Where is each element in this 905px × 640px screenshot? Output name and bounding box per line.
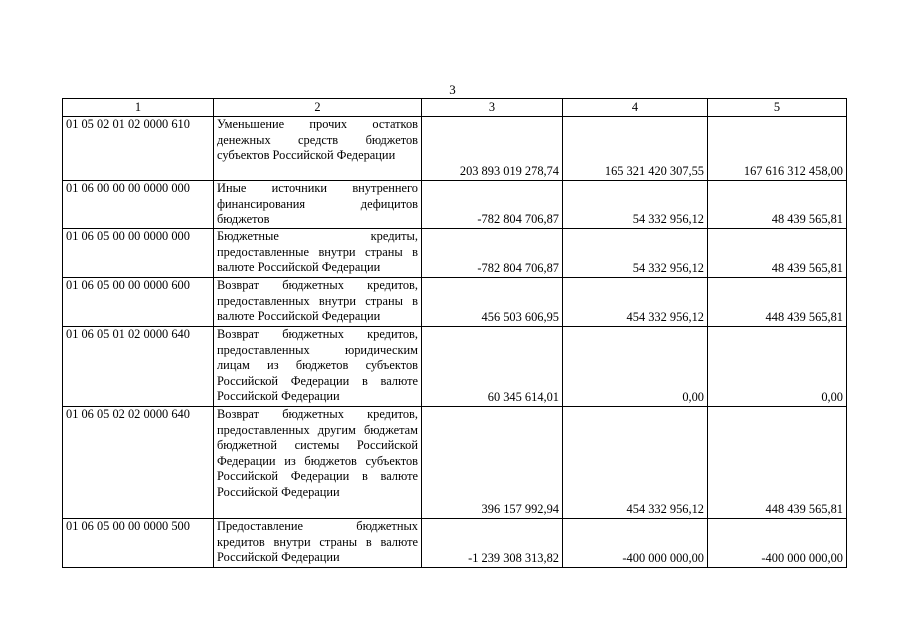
- amount-col5-cell: 0,00: [708, 327, 847, 407]
- item-name-cell: Возврат бюджетных кредитов, предоставленных юридическим лицам из бюджетов субъектов Российской Федерации в валюте Российской Федерации: [214, 327, 422, 407]
- item-name-cell: Возврат бюджетных кредитов, предоставленных внутри страны в валюте Российской Федерации: [214, 278, 422, 327]
- amount-col3-cell: -782 804 706,87: [422, 181, 563, 229]
- table-row: [63, 519, 847, 568]
- item-name-cell: Иные источники внутреннего финансирования дефицитов бюджетов: [214, 181, 422, 229]
- column-header-4: 4: [563, 99, 708, 117]
- table-row: [63, 181, 847, 229]
- budget-sources-table: [62, 98, 847, 568]
- amount-col5-cell: -400 000 000,00: [708, 519, 847, 568]
- amount-col3-cell: -782 804 706,87: [422, 229, 563, 278]
- item-name-cell: Предоставление бюджетных кредитов внутри страны в валюте Российской Федерации: [214, 519, 422, 568]
- amount-col5-cell: 48 439 565,81: [708, 229, 847, 278]
- amount-col3-cell: 203 893 019 278,74: [422, 117, 563, 181]
- amount-col5-cell: 48 439 565,81: [708, 181, 847, 229]
- amount-col5-cell: 448 439 565,81: [708, 278, 847, 327]
- amount-col4-cell: 0,00: [563, 327, 708, 407]
- column-header-1: 1: [63, 99, 214, 117]
- table-row: [63, 117, 847, 181]
- table-header-row: [63, 99, 847, 117]
- table-row: [63, 229, 847, 278]
- amount-col3-cell: 396 157 992,94: [422, 407, 563, 519]
- amount-col3-cell: -1 239 308 313,82: [422, 519, 563, 568]
- budget-code-cell: 01 06 00 00 00 0000 000: [63, 181, 214, 229]
- column-header-2: 2: [214, 99, 422, 117]
- amount-col4-cell: 454 332 956,12: [563, 278, 708, 327]
- table-row: [63, 407, 847, 519]
- amount-col4-cell: -400 000 000,00: [563, 519, 708, 568]
- table-row: [63, 278, 847, 327]
- item-name-cell: Возврат бюджетных кредитов, предоставленных другим бюджетам бюджетной системы Российской Федерации из бюджетов субъектов Российской Федерации в валюте Российской Федерации: [214, 407, 422, 519]
- item-name-cell: Уменьшение прочих остатков денежных средств бюджетов субъектов Российской Федерации: [214, 117, 422, 181]
- budget-code-cell: 01 05 02 01 02 0000 610: [63, 117, 214, 181]
- budget-code-cell: 01 06 05 02 02 0000 640: [63, 407, 214, 519]
- amount-col3-cell: 456 503 606,95: [422, 278, 563, 327]
- amount-col4-cell: 54 332 956,12: [563, 181, 708, 229]
- page-number: 3: [449, 82, 456, 97]
- item-name-cell: Бюджетные кредиты, предоставленные внутри страны в валюте Российской Федерации: [214, 229, 422, 278]
- amount-col5-cell: 448 439 565,81: [708, 407, 847, 519]
- table-row: [63, 327, 847, 407]
- column-header-5: 5: [708, 99, 847, 117]
- amount-col5-cell: 167 616 312 458,00: [708, 117, 847, 181]
- budget-code-cell: 01 06 05 01 02 0000 640: [63, 327, 214, 407]
- amount-col4-cell: 54 332 956,12: [563, 229, 708, 278]
- amount-col4-cell: 165 321 420 307,55: [563, 117, 708, 181]
- column-header-3: 3: [422, 99, 563, 117]
- budget-code-cell: 01 06 05 00 00 0000 500: [63, 519, 214, 568]
- budget-code-cell: 01 06 05 00 00 0000 000: [63, 229, 214, 278]
- budget-code-cell: 01 06 05 00 00 0000 600: [63, 278, 214, 327]
- amount-col3-cell: 60 345 614,01: [422, 327, 563, 407]
- amount-col4-cell: 454 332 956,12: [563, 407, 708, 519]
